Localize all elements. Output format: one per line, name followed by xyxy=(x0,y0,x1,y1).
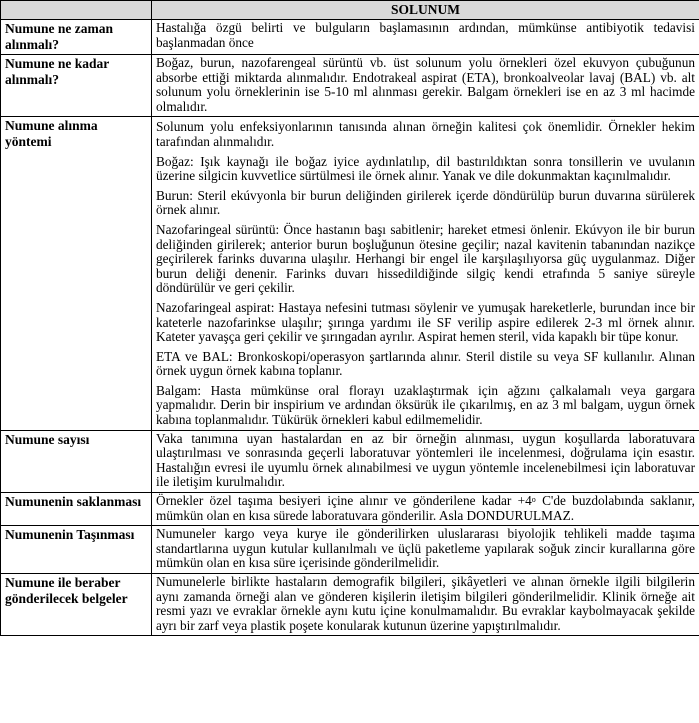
header-row xyxy=(1,1,699,20)
row-label-amount: Numune ne kadar alınmalı? xyxy=(1,55,152,117)
method-nasopharyngeal-swab-paragraph: Nazofaringeal sürüntü: Önce hastanın başı sabitlenir; hareket etmesi önlenir. Ekúvyon ile bir burun deliğinden girilerek; anterior burun boşluğunun ötesine geçilir; nazal kavitenin tabanından nazikçe geçirilerek farinks duvarına ulaşılır. Herhangi bir engel ile karşılaşılıyorsa güç uygulanmaz. Diğer burun deliği denenir. Farinks duvarı hissedildiğinde silgiç kendi etrafında 5 saniye süreyle döndürülür ve geri çekilir. xyxy=(156,221,695,296)
method-throat-paragraph: Boğaz: Işık kaynağı ile boğaz iyice aydınlatılıp, dil bastırıldıktan sonra tonsillerin ve uvulanın üzerine silgicin kuvvetlice sürtülmesi ile örnek alınır. Yanak ve dile dokunmaktan kaçınılmalıdır. xyxy=(156,153,695,184)
row-label-storage: Numunenin saklanması xyxy=(1,493,152,526)
row-value-transport xyxy=(152,526,699,574)
row-value-method xyxy=(152,117,699,430)
degree-sign: o xyxy=(531,495,536,505)
row-label-method: Numune alınma yöntemi xyxy=(1,117,152,430)
storage-text-after: C'de buzdolabında saklanır, mümkün olan en kısa sürede laboratuvara gönderilir. Asla DONDURULMAZ. xyxy=(156,493,695,523)
row-value-documents xyxy=(152,574,699,636)
table-row-storage xyxy=(1,493,699,526)
column-header-solunum: SOLUNUM xyxy=(152,1,699,20)
transport-text: Numuneler kargo veya kurye ile gönderilirken uluslararası biyolojik tehlikeli madde taşıma standartlarına uygun kutular kullanılmalı ve üçlü paketleme yapılarak soğuk zincir kurallarına göre mümkün olan en kısa süre içerisinde gönderilmelidir. xyxy=(156,526,695,571)
row-value-storage xyxy=(152,493,699,526)
method-nasopharyngeal-aspirate-paragraph: Nazofaringeal aspirat: Hastaya nefesini tutması söylenir ve yumuşak hareketlerle, burundan ince bir kateterle nazofarinkse ulaşılır; şırınga yardımı ile SF verilip aspire edilerek 2-3 ml örnek alınır. Kateter yavaşça geri çekilir ve şırıngadan ayrılır. Aspirat hemen steril, vida kapaklı bir tüpe konur. xyxy=(156,299,695,345)
method-nose-paragraph: Burun: Steril ekúvyonla bir burun deliğinden girilerek içerde döndürülüp burun duvarına sürülerek örnek alınır. xyxy=(156,187,695,218)
table-row-method xyxy=(1,117,699,430)
method-sputum-paragraph: Balgam: Hasta mümkünse oral florayı uzaklaştırmak için ağzını çalkalamalı veya gargara yapmalıdır. Derin bir inspirium ve ardından öksürük ile çıkarılmış, en az 3 ml balgam, uygun örnek kabına toplanmalıdır. Tükürük örnekleri kabul edilmemelidir. xyxy=(156,382,695,428)
table-row-transport xyxy=(1,526,699,574)
row-label-transport: Numunenin Taşınması xyxy=(1,526,152,574)
storage-text-before: Örnekler özel taşıma besiyeri içine alınır ve gönderilene kadar +4 xyxy=(156,493,532,509)
row-label-documents: Numune ile beraber gönderilecek belgeler xyxy=(1,574,152,636)
table-row-when xyxy=(1,20,699,55)
table-row-count xyxy=(1,430,699,492)
table-row-documents xyxy=(1,574,699,636)
when-text: Hastalığa özgü belirti ve bulguların başlamasının ardından, mümkünse antibiyotik tedavisi başlanmadan önce xyxy=(156,20,695,50)
row-value-when xyxy=(152,20,699,55)
table-row-amount xyxy=(1,55,699,117)
count-text: Vaka tanımına uyan hastalardan en az bir örneğin alınması, uygun koşullarda laboratuvara ulaştırılması ve sonrasında geçerli laboratuvar yöntemleri ile incelenmesi, doğrulama için esastır. Hastalığın evresi ile uyumlu örnek alınabilmesi ve uygun yöntemle incelenebilmesi için laboratuvar ile iletişim kurulmalıdır. xyxy=(156,430,695,490)
row-label-count: Numune sayısı xyxy=(1,430,152,492)
row-value-amount xyxy=(152,55,699,117)
amount-text: Boğaz, burun, nazofarengeal sürüntü vb. üst solunum yolu örnekleri özel ekuvyon çubuğunun absorbe ettiği miktarda alınmalıdır. Endotrakeal aspirat (ETA), bronkoalveolar lavaj (BAL) vb. alt solunum yolu örneklerinin ise 5-10 ml alınması gerekir. Balgam örnekleri ise en az 3 ml hacimde olmalıdır. xyxy=(156,55,695,114)
storage-text xyxy=(156,494,695,523)
header-corner-cell xyxy=(1,1,152,20)
method-intro-paragraph: Solunum yolu enfeksiyonlarının tanısında alınan örneğin kalitesi çok önemlidir. Örnekler hekim tarafından alınmalıdır. xyxy=(156,119,695,149)
method-eta-bal-paragraph: ETA ve BAL: Bronkoskopi/operasyon şartlarında alınır. Steril distile su veya SF kullanılır. Alınan örnek uygun örnek kabına toplanır. xyxy=(156,348,695,379)
row-label-when: Numune ne zaman alınmalı? xyxy=(1,20,152,55)
row-value-count xyxy=(152,430,699,492)
documents-text: Numunelerle birlikte hastaların demografik bilgileri, şikâyetleri ve alınan örnekle ilgili bilgilerin aynı zamanda örneği alan ve gönderen kişilerin iletişim bilgileri gönderilmelidir. Klinik örneğe ait resmi yazı ve evraklar örnekle aynı kutu içine konulmamalıdır. Bu evraklar kaybolmayacak şekilde ayrı bir zarf veya plastik poşete konularak kutunun üzerine yapıştırılmalıdır. xyxy=(156,574,695,633)
